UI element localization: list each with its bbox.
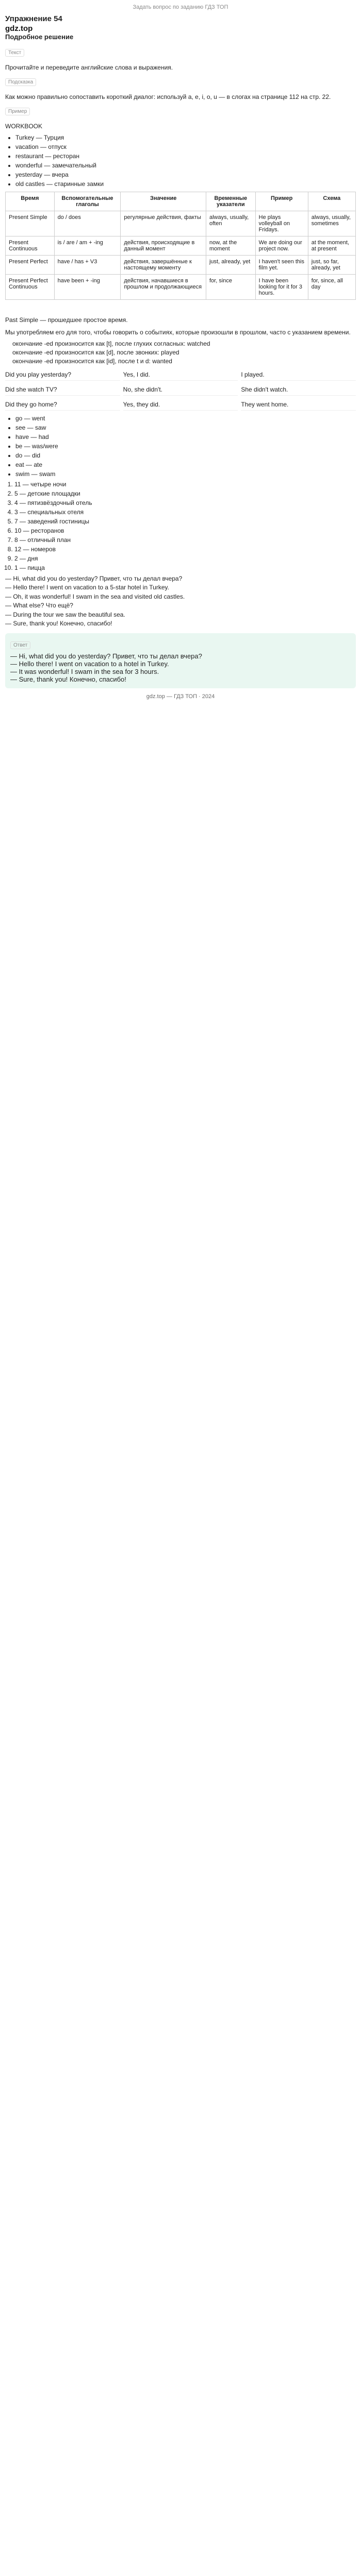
table-cell: I have been looking for it for 3 hours. xyxy=(255,275,308,300)
qa-cell: I played. xyxy=(241,369,356,381)
answer-line: — It was wonderful! I swam in the sea for 3 hours. xyxy=(10,668,159,676)
dialog-line: — Oh, it was wonderful! I swam in the sea and visited old castles. xyxy=(5,592,185,600)
vocab-list xyxy=(5,134,356,188)
section-text: Прочитайте и переведите английские слова и выражения. xyxy=(5,64,173,71)
qa-cell: Yes, they did. xyxy=(123,399,238,411)
table-cell: регулярные действия, факты xyxy=(121,211,206,236)
section-label: Подсказка xyxy=(5,78,36,86)
numbers-item: 6. 10 — ресторанов xyxy=(14,527,356,534)
qa-cell: Yes, I did. xyxy=(123,369,238,381)
numbers-item: 8. 12 — номеров xyxy=(14,546,356,553)
table-cell: always, usually, often xyxy=(206,211,255,236)
footer: gdz.top — ГДЗ ТОП · 2024 xyxy=(146,693,215,700)
numbers-item: 1. 11 — четыре ночи xyxy=(14,481,356,488)
table-cell: действия, происходящие в данный момент xyxy=(121,236,206,256)
exercise-title: Упражнение 54 xyxy=(5,14,62,23)
qa-cell: She didn't watch. xyxy=(241,384,356,396)
table-cell: at the moment, at present xyxy=(308,236,355,256)
table-cell: Present Perfect xyxy=(6,256,55,275)
vocab-item: • restaurant — ресторан xyxy=(15,152,356,160)
numbers-item: 5. 7 — заведений гостиницы xyxy=(14,518,356,525)
numbers-item: 2. 5 — детские площадки xyxy=(14,490,356,497)
numbers-list xyxy=(5,481,356,571)
page xyxy=(0,0,361,704)
table-cell: always, usually, sometimes xyxy=(308,211,355,236)
table-cell: now, at the moment xyxy=(206,236,255,256)
rule-item: окончание -ed произносится как [d], после звонких: played xyxy=(12,349,179,356)
qa-cell: Did they go home? xyxy=(5,399,120,411)
dialog-line: — Sure, thank you! Конечно, спасибо! xyxy=(5,619,112,627)
table-cell: действия, начавшиеся в прошлом и продолжающиеся xyxy=(121,275,206,300)
table-cell: have been + -ing xyxy=(54,275,121,300)
vocab-item: • old castles — старинные замки xyxy=(15,180,356,188)
watermark: gdz.top xyxy=(5,24,33,33)
qa-cell: No, she didn't. xyxy=(123,384,238,396)
table-header: Вспомогательные глаголы xyxy=(54,192,121,211)
irregular-item: • do — did xyxy=(15,452,356,459)
table-row xyxy=(6,236,356,256)
table-header: Временные указатели xyxy=(206,192,255,211)
answer-line: — Sure, thank you! Конечно, спасибо! xyxy=(10,675,126,684)
table-cell: just, so far, already, yet xyxy=(308,256,355,275)
table-header: Пример xyxy=(255,192,308,211)
answer-box xyxy=(5,633,356,688)
table-cell: just, already, yet xyxy=(206,256,255,275)
qa-grid xyxy=(5,369,356,411)
dialog-line: — Hello there! I went on vacation to a 5-star hotel in Turkey. xyxy=(5,584,169,591)
table-cell: have / has + V3 xyxy=(54,256,121,275)
table-cell: is / are / am + -ing xyxy=(54,236,121,256)
vocab-item: • wonderful — замечательный xyxy=(15,162,356,169)
irregular-list xyxy=(5,415,356,478)
qa-cell: They went home. xyxy=(241,399,356,411)
table-cell: Present Simple xyxy=(6,211,55,236)
grammar-intro: Past Simple — прошедшее простое время. xyxy=(5,316,128,324)
section-label: Текст xyxy=(5,49,24,57)
table-header: Схема xyxy=(308,192,355,211)
vocab-item: • yesterday — вчера xyxy=(15,171,356,178)
irregular-item: • go — went xyxy=(15,415,356,422)
numbers-item: 4. 3 — специальных отеля xyxy=(14,509,356,516)
table-cell: for, since, all day xyxy=(308,275,355,300)
numbers-item: 7. 8 — отличный план xyxy=(14,536,356,544)
table-row xyxy=(6,256,356,275)
table-cell: I haven't seen this film yet. xyxy=(255,256,308,275)
tense-table xyxy=(5,192,356,300)
dialog-line: — Hi, what did you do yesterday? Привет, что ты делал вчера? xyxy=(5,575,183,582)
table-header: Значение xyxy=(121,192,206,211)
top-banner[interactable]: Задать вопрос по заданию ГДЗ ТОП xyxy=(133,4,228,10)
answer-label: Ответ xyxy=(10,641,30,649)
numbers-item: 3. 4 — пятизвёздочный отель xyxy=(14,499,356,506)
section-text: WORKBOOK xyxy=(5,123,43,130)
table-cell: действия, завершённые к настоящему моменту xyxy=(121,256,206,275)
table-cell: Present Continuous xyxy=(6,236,55,256)
numbers-item: 10. 1 — пицца xyxy=(14,564,356,571)
table-row xyxy=(6,211,356,236)
table-header: Время xyxy=(6,192,55,211)
table-cell: Present Perfect Continuous xyxy=(6,275,55,300)
rule-item: окончание -ed произносится как [t], после глухих согласных: watched xyxy=(12,340,210,347)
dialog-line: — What else? Что ещё? xyxy=(5,602,73,609)
irregular-item: • be — was/were xyxy=(15,443,356,450)
table-cell: do / does xyxy=(54,211,121,236)
irregular-item: • eat — ate xyxy=(15,461,356,468)
qa-cell: Did she watch TV? xyxy=(5,384,120,396)
section-text: Как можно правильно сопоставить короткий диалог: используй a, e, i, o, u — в слогах на странице 112 на стр. 22. xyxy=(5,93,331,100)
table-cell: for, since xyxy=(206,275,255,300)
grammar-text: Мы употребляем его для того, чтобы говорить о событиях, которые произошли в прошлом, часто с указанием времени. xyxy=(5,329,351,336)
irregular-item: • see — saw xyxy=(15,424,356,431)
irregular-item: • have — had xyxy=(15,433,356,440)
dialog-line: — During the tour we saw the beautiful sea. xyxy=(5,611,125,618)
vocab-item: • Turkey — Турция xyxy=(15,134,356,141)
table-cell: He plays volleyball on Fridays. xyxy=(255,211,308,236)
subtitle: Подробное решение xyxy=(5,33,74,41)
answer-line: — Hi, what did you do yesterday? Привет, что ты делал вчера? xyxy=(10,652,202,660)
table-cell: We are doing our project now. xyxy=(255,236,308,256)
rule-item: окончание -ed произносится как [id], после t и d: wanted xyxy=(12,358,172,365)
section-label: Пример xyxy=(5,108,30,115)
numbers-item: 9. 2 — дня xyxy=(14,555,356,562)
table-row xyxy=(6,275,356,300)
dialog xyxy=(5,574,356,628)
vocab-item: • vacation — отпуск xyxy=(15,143,356,150)
qa-cell: Did you play yesterday? xyxy=(5,369,120,381)
irregular-item: • swim — swam xyxy=(15,470,356,478)
answer-line: — Hello there! I went on vacation to a hotel in Turkey. xyxy=(10,660,169,668)
